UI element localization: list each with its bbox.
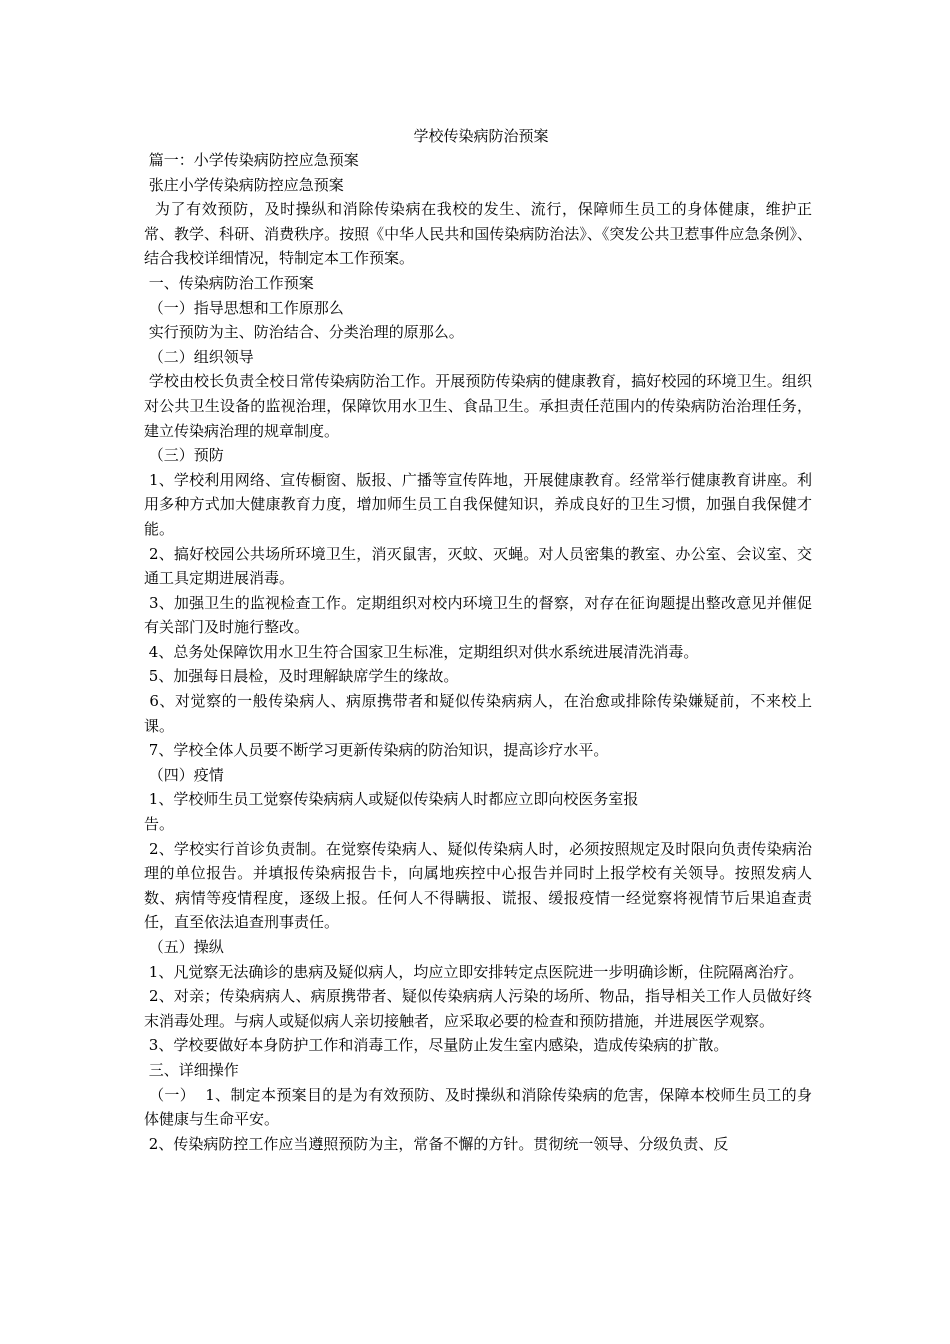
document-title: 学校传染病防治预案 xyxy=(413,127,549,145)
paragraph: 告。 xyxy=(144,815,175,834)
paragraph: 2、搞好校园公共场所环境卫生，消灭鼠害，灭蚊、灭蝇。对人员密集的教室、办公室、会议室、交通工具定期进展消毒。 xyxy=(144,544,812,588)
paragraph: 2、对亲；传染病病人、病原携带者、疑似传染病病人污染的场所、物品，指导相关工作人员做好终末消毒处理。与病人或疑似病人亲切接触者，应采取必要的检查和预防措施，并进展医学观察。 xyxy=(144,987,812,1030)
paragraph: 实行预防为主、防治结合、分类治理的原那么。 xyxy=(144,323,464,342)
paragraph: 2、学校实行首诊负责制。在觉察传染病人、疑似传染病人时，必须按照规定及时限向负责传染病治理的单位报告。并填报传染病报告卡，向属地疾控中心报告并同时上报学校有关领导。按照发病人数、病情等疫情程度，逐级上报。任何人不得瞒报、谎报、缓报疫情一经觉察将视情节后果追查责任，直至依法追查刑事责任。 xyxy=(144,839,812,932)
paragraph: 2、传染病防控工作应当遵照预防为主，常备不懈的方针。贯彻统一领导、分级负责、反 xyxy=(144,1134,729,1153)
paragraph: （一） 1、制定本预案目的是为有效预防、及时操纵和消除传染病的危害，保障本校师生员工的身体健康与生命平安。 xyxy=(144,1085,812,1129)
paragraph: （四）疫情 xyxy=(144,765,224,784)
paragraph: 篇一：小学传染病防控应急预案 xyxy=(144,151,359,169)
document-body xyxy=(144,148,812,1156)
paragraph: 学校由校长负责全校日常传染病防治工作。开展预防传染病的健康教育，搞好校园的环境卫生。组织对公共卫生设备的监视治理，保障饮用水卫生、食品卫生。承担责任范围内的传染病防治治理任务，建立传染病治理的规章制度。 xyxy=(144,372,812,440)
paragraph: 5、加强每日晨检，及时理解缺席学生的缘故。 xyxy=(144,667,459,686)
paragraph: 7、学校全体人员要不断学习更新传染病的防治知识，提高诊疗水平。 xyxy=(144,741,609,760)
paragraph: 3、加强卫生的监视检查工作。定期组织对校内环境卫生的督察，对存在征询题提出整改意见并催促有关部门及时施行整改。 xyxy=(144,593,812,637)
paragraph: 三、详细操作 xyxy=(144,1060,239,1079)
paragraph: 为了有效预防，及时操纵和消除传染病在我校的发生、流行，保障师生员工的身体健康，维护正常、教学、科研、消费秩序。按照《中华人民共和国传染病防治法》、《突发公共卫惹事件应急条例》、结合我校详细情况，特制定本工作预案。 xyxy=(144,200,812,268)
paragraph: 4、总务处保障饮用水卫生符合国家卫生标准，定期组织对供水系统进展清洗消毒。 xyxy=(144,642,699,661)
paragraph: （五）操纵 xyxy=(144,938,224,956)
paragraph: 1、学校师生员工觉察传染病病人或疑似传染病人时都应立即向校医务室报 xyxy=(144,790,639,809)
paragraph: 1、学校利用网络、宣传橱窗、版报、广播等宣传阵地，开展健康教育。经常举行健康教育讲座。利用多种方式加大健康教育力度，增加师生员工自我保健知识，养成良好的卫生习惯，加强自我保健才能。 xyxy=(144,470,812,538)
paragraph: 1、凡觉察无法确诊的患病及疑似病人，均应立即安排转定点医院进一步明确诊断，住院隔离治疗。 xyxy=(144,962,804,981)
paragraph: （二）组织领导 xyxy=(144,347,254,366)
paragraph: 3、学校要做好本身防护工作和消毒工作，尽量防止发生室内感染，造成传染病的扩散。 xyxy=(144,1036,729,1055)
paragraph: 张庄小学传染病防控应急预案 xyxy=(144,175,344,194)
paragraph: 6、对觉察的一般传染病人、病原携带者和疑似传染病病人，在治愈或排除传染嫌疑前，不来校上课。 xyxy=(144,692,812,735)
document-page xyxy=(144,124,812,1156)
paragraph: 一、传染病防治工作预案 xyxy=(144,273,314,292)
paragraph: （三）预防 xyxy=(144,446,224,465)
paragraph: （一）指导思想和工作原那么 xyxy=(144,298,344,317)
